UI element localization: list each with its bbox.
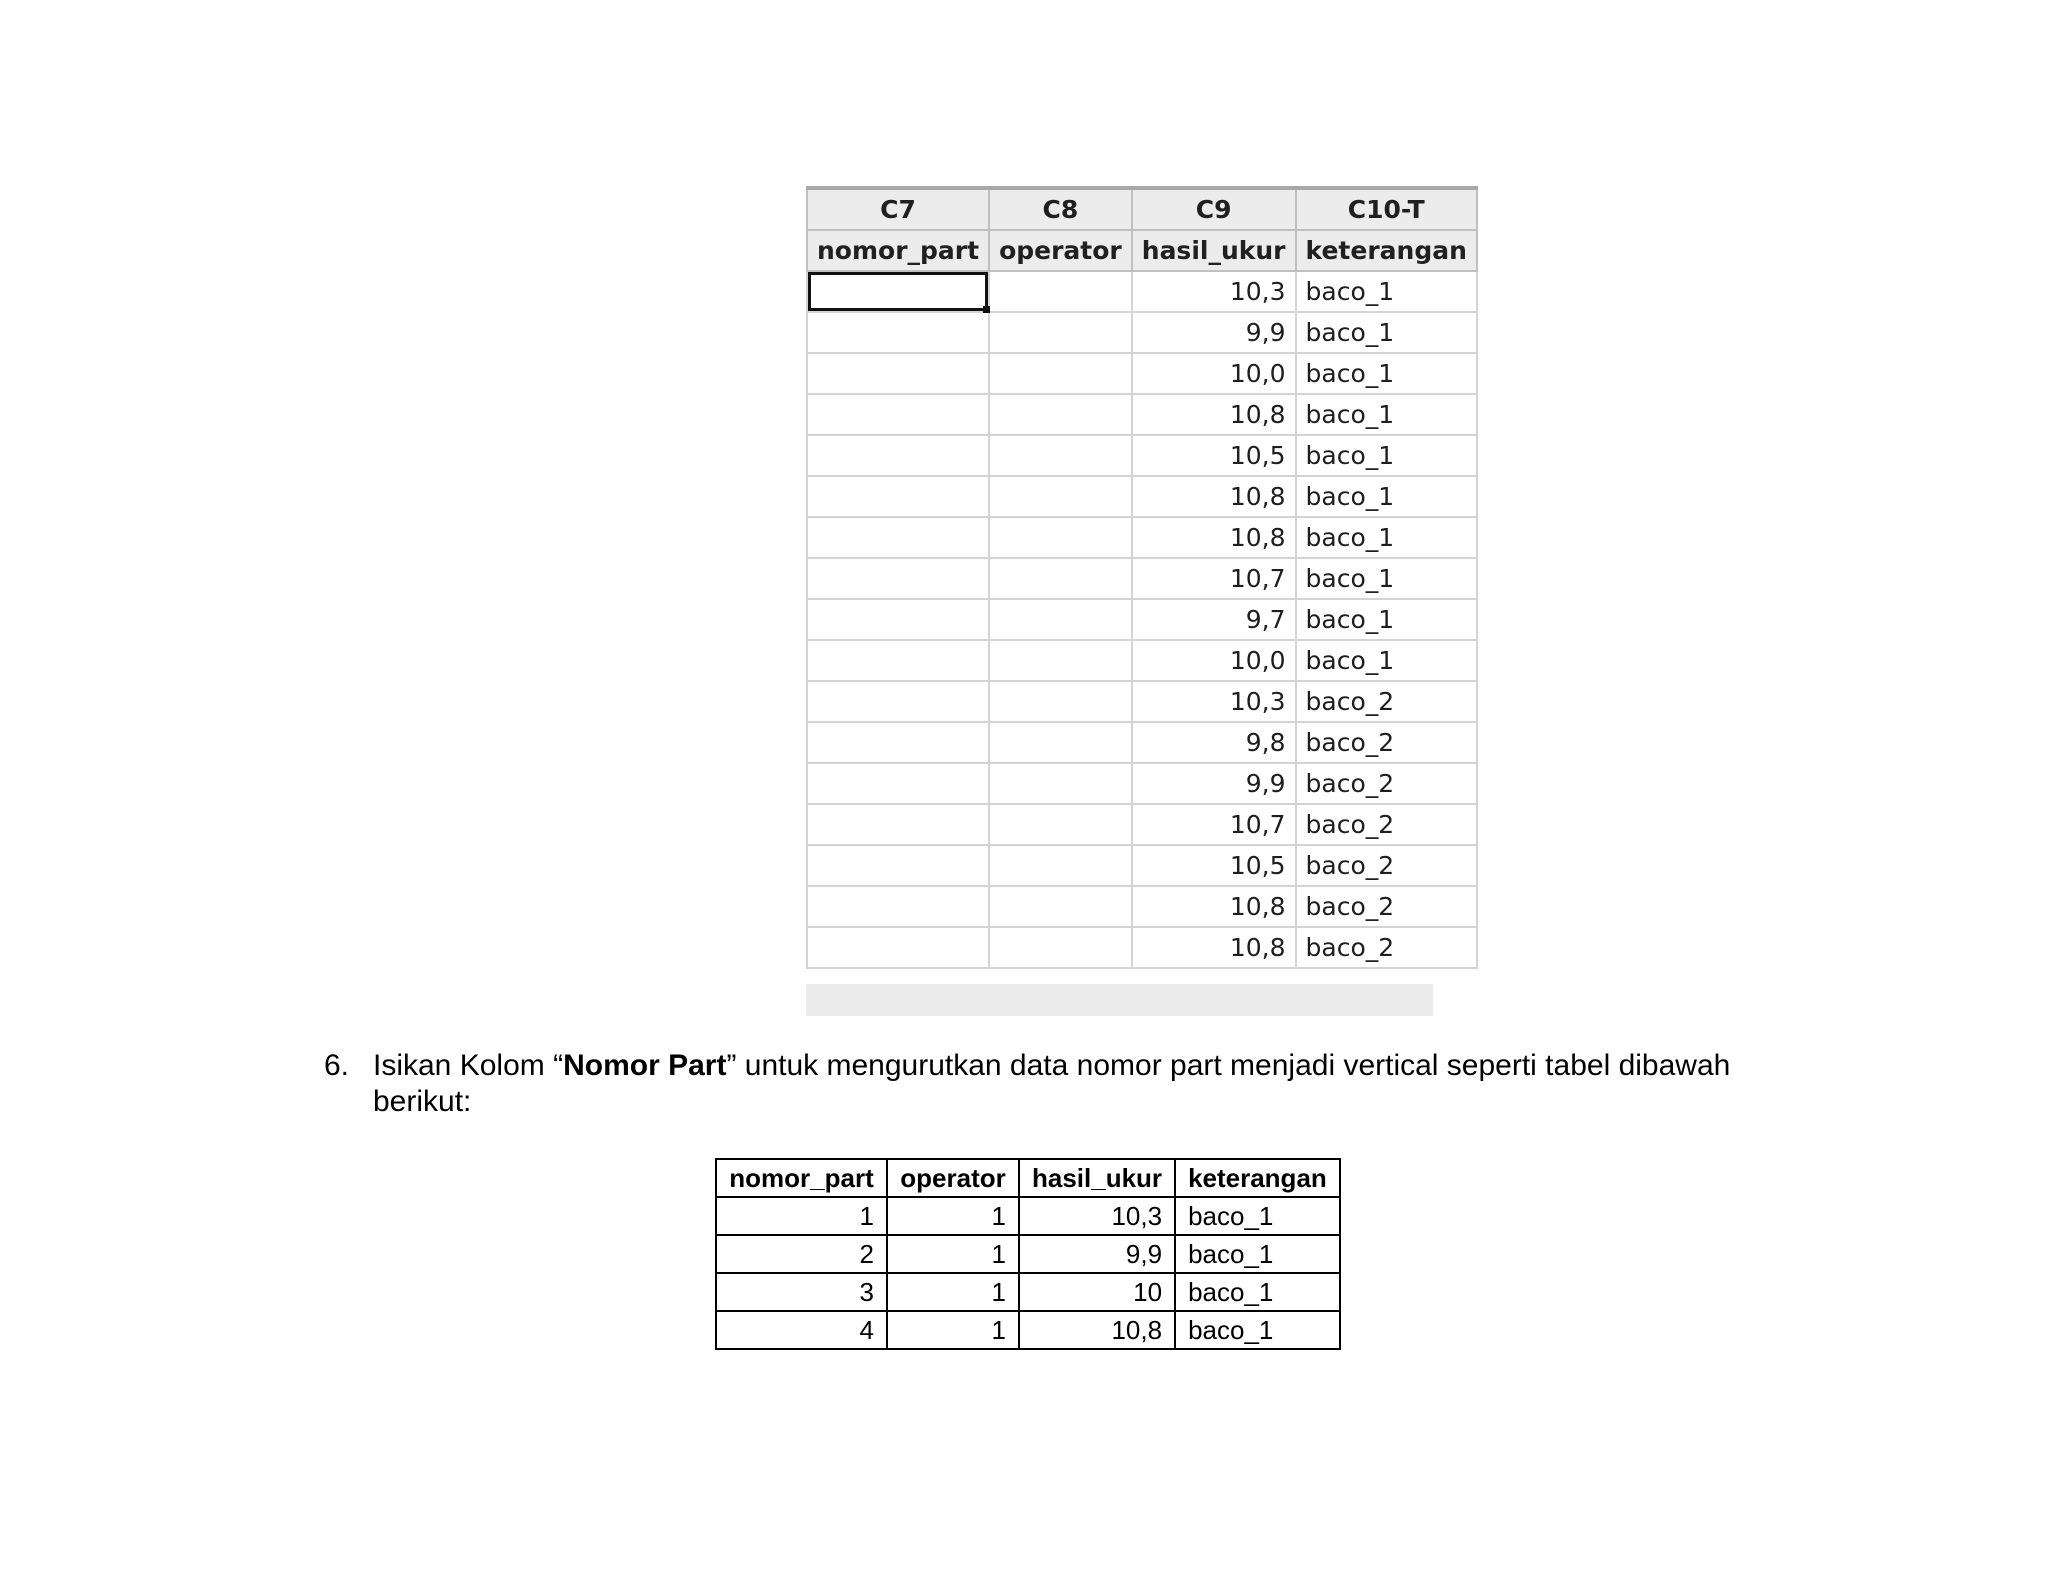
result-header-hasil-ukur: hasil_ukur	[1019, 1159, 1175, 1197]
worksheet-row	[807, 312, 1477, 353]
worksheet-cell[interactable]	[807, 271, 989, 312]
result-cell: 1	[887, 1273, 1019, 1311]
worksheet-cell[interactable]: baco_1	[1296, 353, 1477, 394]
worksheet-cell[interactable]: baco_2	[1296, 845, 1477, 886]
worksheet-cell[interactable]	[989, 394, 1132, 435]
result-header-row	[716, 1159, 1340, 1197]
worksheet-cell[interactable]	[989, 681, 1132, 722]
result-cell: 2	[716, 1235, 887, 1273]
result-row	[716, 1273, 1340, 1311]
worksheet-cell[interactable]: 10,8	[1132, 476, 1296, 517]
worksheet-cell[interactable]	[807, 517, 989, 558]
instruction-prefix: Isikan Kolom “	[373, 1049, 564, 1082]
worksheet-cell[interactable]: baco_2	[1296, 763, 1477, 804]
worksheet-cell[interactable]: baco_1	[1296, 517, 1477, 558]
result-cell: 10,8	[1019, 1311, 1175, 1349]
worksheet-cell[interactable]: 9,8	[1132, 722, 1296, 763]
worksheet-cell[interactable]: 10,5	[1132, 845, 1296, 886]
worksheet-cell[interactable]	[989, 640, 1132, 681]
worksheet-cell[interactable]: 10,0	[1132, 353, 1296, 394]
worksheet-cell[interactable]	[989, 517, 1132, 558]
worksheet-cell[interactable]	[989, 476, 1132, 517]
worksheet-cell[interactable]	[807, 476, 989, 517]
worksheet-cell[interactable]: baco_2	[1296, 722, 1477, 763]
worksheet-cell[interactable]	[989, 558, 1132, 599]
result-cell: baco_1	[1175, 1311, 1340, 1349]
worksheet-row	[807, 558, 1477, 599]
instruction-suffix: ” untuk mengurutkan data nomor part menjadi vertical seperti tabel dibawah berikut:	[373, 1049, 1731, 1118]
result-row	[716, 1197, 1340, 1235]
horizontal-scrollbar[interactable]	[806, 984, 1433, 1016]
worksheet-cell[interactable]: baco_1	[1296, 476, 1477, 517]
worksheet-row	[807, 845, 1477, 886]
worksheet-cell[interactable]	[807, 886, 989, 927]
worksheet-cell[interactable]: 10,8	[1132, 517, 1296, 558]
worksheet-cell[interactable]: baco_1	[1296, 312, 1477, 353]
worksheet-cell[interactable]: baco_1	[1296, 394, 1477, 435]
worksheet-row	[807, 722, 1477, 763]
result-table	[715, 1158, 1341, 1350]
worksheet-cell[interactable]	[807, 845, 989, 886]
result-cell: 1	[716, 1197, 887, 1235]
result-cell: 1	[887, 1235, 1019, 1273]
worksheet-cell[interactable]	[989, 435, 1132, 476]
worksheet-row	[807, 517, 1477, 558]
instruction-text	[373, 1048, 1794, 1120]
worksheet-row	[807, 394, 1477, 435]
worksheet-cell[interactable]	[989, 886, 1132, 927]
worksheet-cell[interactable]: 10,8	[1132, 886, 1296, 927]
worksheet-cell[interactable]	[989, 722, 1132, 763]
worksheet-cell[interactable]: baco_1	[1296, 435, 1477, 476]
worksheet-row	[807, 271, 1477, 312]
worksheet-body	[807, 271, 1477, 968]
worksheet-cell[interactable]	[989, 353, 1132, 394]
worksheet-cell[interactable]	[807, 353, 989, 394]
result-cell: 1	[887, 1311, 1019, 1349]
worksheet-cell[interactable]	[807, 394, 989, 435]
instruction-bold: Nomor Part	[563, 1049, 727, 1082]
worksheet-cell[interactable]	[807, 927, 989, 968]
worksheet-cell[interactable]: 10,5	[1132, 435, 1296, 476]
worksheet-cell[interactable]: baco_1	[1296, 271, 1477, 312]
worksheet-row	[807, 476, 1477, 517]
result-header-nomor-part: nomor_part	[716, 1159, 887, 1197]
worksheet-screenshot	[806, 186, 1467, 1016]
worksheet-cell[interactable]: 10,8	[1132, 927, 1296, 968]
result-header-keterangan: keterangan	[1175, 1159, 1340, 1197]
result-body	[716, 1197, 1340, 1349]
worksheet-cell[interactable]	[807, 681, 989, 722]
column-id-c7[interactable]: C7	[807, 188, 989, 230]
column-name-keterangan[interactable]: keterangan	[1296, 230, 1477, 271]
worksheet-grid	[806, 186, 1478, 969]
worksheet-row	[807, 640, 1477, 681]
column-id-c10[interactable]: C10-T	[1296, 188, 1477, 230]
worksheet-cell[interactable]: baco_2	[1296, 886, 1477, 927]
worksheet-row	[807, 763, 1477, 804]
worksheet-cell[interactable]	[989, 804, 1132, 845]
result-cell: 10,3	[1019, 1197, 1175, 1235]
worksheet-cell[interactable]	[989, 763, 1132, 804]
worksheet-cell[interactable]	[807, 804, 989, 845]
result-cell: 3	[716, 1273, 887, 1311]
worksheet-cell[interactable]: 10,7	[1132, 558, 1296, 599]
result-cell: baco_1	[1175, 1197, 1340, 1235]
result-cell: 1	[887, 1197, 1019, 1235]
worksheet-row	[807, 353, 1477, 394]
worksheet-cell[interactable]	[989, 927, 1132, 968]
worksheet-cell[interactable]: 9,9	[1132, 312, 1296, 353]
instruction-step-6	[324, 1048, 1794, 1120]
column-id-c9[interactable]: C9	[1132, 188, 1296, 230]
column-name-row	[807, 230, 1477, 271]
worksheet-cell[interactable]	[807, 763, 989, 804]
result-cell: 9,9	[1019, 1235, 1175, 1273]
worksheet-row	[807, 681, 1477, 722]
worksheet-cell[interactable]: baco_1	[1296, 599, 1477, 640]
worksheet-row	[807, 435, 1477, 476]
worksheet-cell[interactable]: baco_1	[1296, 558, 1477, 599]
result-row	[716, 1235, 1340, 1273]
worksheet-cell[interactable]	[807, 599, 989, 640]
worksheet-cell[interactable]	[807, 640, 989, 681]
worksheet-cell[interactable]: 10,0	[1132, 640, 1296, 681]
worksheet-cell[interactable]: 9,7	[1132, 599, 1296, 640]
worksheet-row	[807, 804, 1477, 845]
step-number: 6.	[324, 1049, 350, 1082]
worksheet-row	[807, 599, 1477, 640]
worksheet-cell[interactable]: 10,8	[1132, 394, 1296, 435]
worksheet-cell[interactable]	[989, 271, 1132, 312]
worksheet-cell[interactable]: 9,9	[1132, 763, 1296, 804]
column-name-operator[interactable]: operator	[989, 230, 1132, 271]
result-cell: baco_1	[1175, 1273, 1340, 1311]
column-name-nomor-part[interactable]: nomor_part	[807, 230, 989, 271]
column-id-c8[interactable]: C8	[989, 188, 1132, 230]
result-header-operator: operator	[887, 1159, 1019, 1197]
worksheet-cell[interactable]	[807, 312, 989, 353]
column-id-row	[807, 188, 1477, 230]
worksheet-cell[interactable]	[807, 722, 989, 763]
worksheet-cell[interactable]: 10,3	[1132, 271, 1296, 312]
worksheet-cell[interactable]	[807, 435, 989, 476]
column-name-hasil-ukur[interactable]: hasil_ukur	[1132, 230, 1296, 271]
worksheet-cell[interactable]: baco_2	[1296, 681, 1477, 722]
worksheet-cell[interactable]: baco_1	[1296, 640, 1477, 681]
worksheet-row	[807, 886, 1477, 927]
worksheet-row	[807, 927, 1477, 968]
worksheet-cell[interactable]: 10,3	[1132, 681, 1296, 722]
worksheet-cell[interactable]	[989, 599, 1132, 640]
worksheet-cell[interactable]	[989, 845, 1132, 886]
worksheet-cell[interactable]: 10,7	[1132, 804, 1296, 845]
result-cell: 4	[716, 1311, 887, 1349]
worksheet-cell[interactable]	[989, 312, 1132, 353]
result-cell: 10	[1019, 1273, 1175, 1311]
worksheet-cell[interactable]: baco_2	[1296, 927, 1477, 968]
result-cell: baco_1	[1175, 1235, 1340, 1273]
worksheet-cell[interactable]: baco_2	[1296, 804, 1477, 845]
worksheet-cell[interactable]	[807, 558, 989, 599]
result-row	[716, 1311, 1340, 1349]
